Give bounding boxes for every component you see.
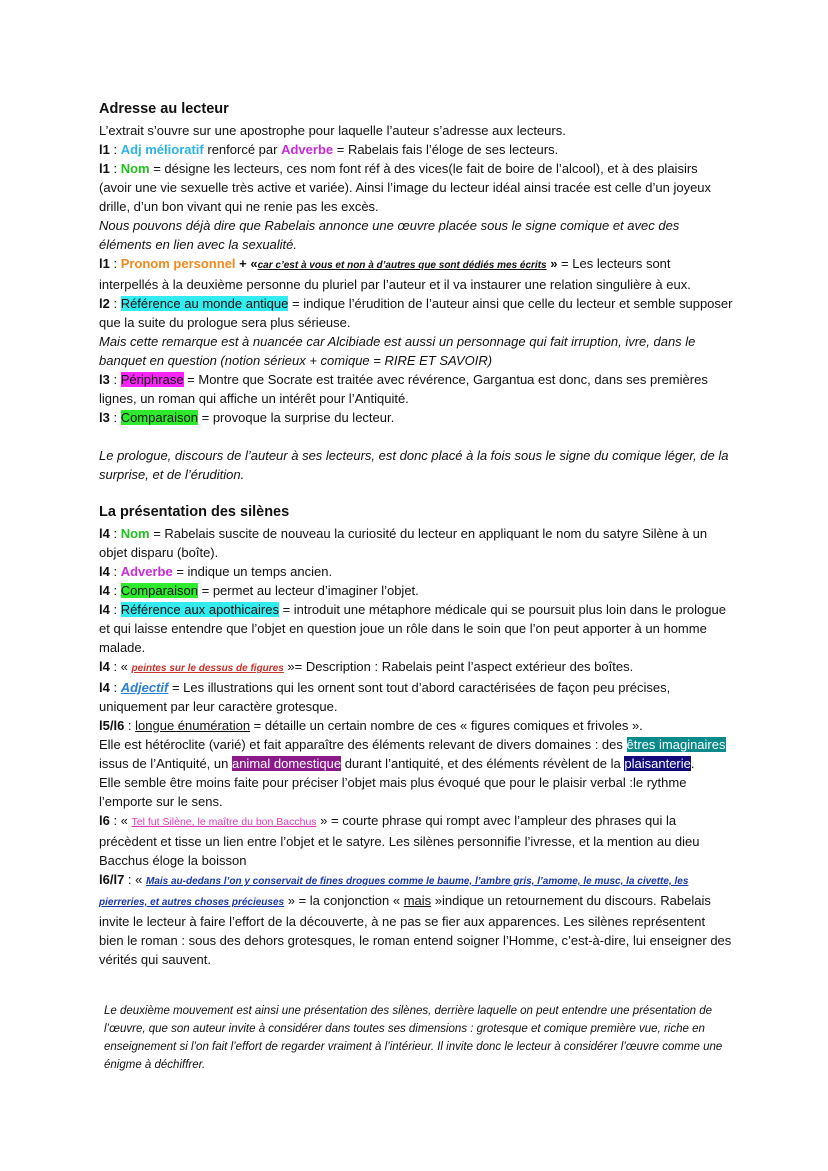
term-nom: Nom — [120, 526, 150, 541]
explanation: = détaille un certain nombre de ces « figures comiques et frivoles ». — [250, 718, 643, 733]
text: Elle est hétéroclite (varié) et fait apparaître des éléments relevant de divers domaines : des — [99, 737, 627, 752]
highlight-animal-domestique: animal domestique — [231, 756, 342, 771]
term-adjectif: Adjectif — [120, 680, 169, 695]
explanation: = Rabelais fais l’éloge de ses lecteurs. — [333, 142, 559, 157]
separator: : — [109, 296, 121, 311]
separator: : « — [124, 872, 146, 887]
explanation: = indique l’érudition de l’auteur ainsi que celle du lecteur et semble supposer que la suite du prologue sera plus sérieuse. — [99, 296, 733, 330]
explanation: » = courte phrase qui rompt avec l’ampleur des phrases qui la précèdent et tisse un lien entre l’objet et le satyre. Les silènes personnifie l’ivresse, et la mention au dieu Bacchus éloge la boisson — [99, 813, 700, 868]
line-ref: l4 — [99, 659, 110, 674]
term-mais: mais — [403, 893, 432, 908]
line-l5-l6 — [99, 716, 733, 735]
section-title-adresse: Adresse au lecteur — [99, 101, 229, 117]
term-reference-apothicaires: Référence aux apothicaires — [120, 602, 279, 617]
separator: : « — [109, 813, 132, 828]
line-l6 — [99, 811, 733, 870]
line-l4-nom — [99, 524, 733, 562]
term-enumeration: longue énumération — [135, 718, 251, 733]
line-l3-periphrase — [99, 370, 733, 408]
term-adverbe: Adverbe — [281, 142, 334, 157]
line-ref: l1 — [99, 256, 110, 271]
section-conclusion: Le prologue, discours de l’auteur à ses lecteurs, est donc placé à la fois sous le signe du comique léger, de la surprise, et de l’érudition. — [99, 448, 729, 482]
explanation: = provoque la surprise du lecteur. — [198, 410, 395, 425]
line-ref: l4 — [99, 602, 110, 617]
line-ref: l4 — [99, 526, 110, 541]
plus-quote-open: + « — [235, 256, 258, 271]
line-ref: l5/l6 — [99, 718, 125, 733]
quotation: Mais au-dedans l’on y conservait de fines drogues comme le baume, l’ambre gris, l’amome, le musc, la civette, les pierreries, et autres choses précieuses — [99, 876, 689, 908]
text: . — [690, 756, 695, 771]
text-mid: » = la conjonction « — [284, 893, 404, 908]
separator: : — [109, 564, 121, 579]
term-nom: Nom — [120, 161, 150, 176]
explanation: = désigne les lecteurs, ces nom font réf à des vices(le fait de boire de l’alcool), et à des plaisirs (avoir une vie sexuelle très active et variée). Ainsi l’image du lecteur idéal ainsi tracée est celle d’un joyeux drille, d’un bon vivant qui ne renie pas les excès. — [99, 161, 712, 214]
line-l1-adj — [99, 140, 733, 159]
explanation: »indique un retournement du discours. Rabelais invite le lecteur à faire l’effort de la découverte, à ne pas se fier aux apparences. Les silènes représentent bien le roman : sous des dehors grotesques, le roman entend soigner l’Homme, c’est-à-dire, lui enseigner des vérités qui sauvent. — [99, 893, 732, 967]
explanation: = Rabelais suscite de nouveau la curiosité du lecteur en appliquant le nom du satyre Silène à un objet disparu (boîte). — [99, 526, 708, 560]
explanation: = permet au lecteur d’imaginer l’objet. — [198, 583, 419, 598]
line-ref: l3 — [99, 372, 110, 387]
line-ref: l4 — [99, 680, 110, 695]
explanation: »= Description : Rabelais peint l’aspect extérieur des boîtes. — [283, 659, 634, 674]
separator: : — [109, 142, 121, 157]
explanation: = Les illustrations qui les ornent sont tout d’abord caractérisées de façon peu précises, uniquement par leur caractère grotesque. — [99, 680, 671, 714]
term-adj-melioratif: Adj mélioratif — [120, 142, 204, 157]
term-comparaison: Comparaison — [120, 583, 199, 598]
closing-paragraph: Le deuxième mouvement est ainsi une présentation des silènes, derrière laquelle on peut entendre une présentation de l’œuvre, que son auteur invite à considérer dans toutes ses dimensions : grotesque et comique première vue, riche en enseignement si l’on fait l’effort de regarder vraiment à l’intérieur. Il invite donc le lecteur à considérer l’œuvre comme une énigme à déchiffrer. — [104, 1005, 723, 1071]
term-comparaison: Comparaison — [120, 410, 199, 425]
line-ref: l4 — [99, 583, 110, 598]
line-ref: l1 — [99, 161, 110, 176]
paragraph-intro: L’extrait s’ouvre sur une apostrophe pour laquelle l’auteur s’adresse aux lecteurs. — [99, 123, 566, 138]
separator: : — [109, 583, 121, 598]
separator: : — [109, 372, 121, 387]
separator: : — [109, 410, 121, 425]
separator: : « — [109, 659, 132, 674]
line-l2 — [99, 294, 733, 332]
line-ref: l6/l7 — [99, 872, 125, 887]
highlight-plaisanterie: plaisanterie — [624, 756, 691, 771]
line-l4-adverbe — [99, 562, 733, 581]
line-l1-pronom — [99, 254, 733, 294]
enumeration-paragraph — [99, 735, 733, 773]
italic-remark-2: Mais cette remarque est à nuancée car Alcibiade est aussi un personnage qui fait irruption, ivre, dans le banquet en question (notion sérieux + comique = RIRE ET SAVOIR) — [99, 334, 696, 368]
quotation: peintes sur le dessus de figures — [131, 663, 284, 674]
line-l4-apothicaires — [99, 600, 733, 657]
explanation: = indique un temps ancien. — [172, 564, 333, 579]
separator: : — [124, 718, 136, 733]
line-ref: l1 — [99, 142, 110, 157]
separator: : — [109, 256, 121, 271]
spacer — [99, 484, 733, 503]
section-title-silenes: La présentation des silènes — [99, 504, 290, 520]
term-adverbe: Adverbe — [120, 564, 173, 579]
line-l3-comparaison — [99, 408, 733, 427]
separator: : — [109, 526, 121, 541]
line-ref: l3 — [99, 410, 110, 425]
explanation: = Montre que Socrate est traitée avec révérence, Gargantua est donc, dans ses premières lignes, un roman qui affiche un intérêt pour l’Antiquité. — [99, 372, 708, 406]
document-body — [99, 100, 733, 969]
quotation: Tel fut Silène, le maître du bon Bacchus — [131, 816, 317, 828]
italic-remark-1: Nous pouvons déjà dire que Rabelais annonce une œuvre placée sous le signe comique et avec des éléments en lien avec la sexualité. — [99, 218, 680, 252]
line-l4-adjectif — [99, 678, 733, 716]
text: durant l’antiquité, et des éléments révèlent de la — [341, 756, 625, 771]
highlight-etres-imaginaires: êtres imaginaires — [626, 737, 726, 752]
quotation: car c’est à vous et non à d’autres que sont dédiés mes écrits — [257, 260, 547, 271]
line-ref: l2 — [99, 296, 110, 311]
line-ref: l6 — [99, 813, 110, 828]
text: issus de l’Antiquité, un — [99, 756, 232, 771]
term-reference-antique: Référence au monde antique — [120, 296, 289, 311]
line-l6-l7 — [99, 870, 733, 969]
line-l1-nom — [99, 159, 733, 216]
paragraph-rythme: Elle semble être moins faite pour préciser l’objet mais plus évoqué que pour le plaisir verbal :le rythme l’emporte sur le sens. — [99, 775, 687, 809]
line-ref: l4 — [99, 564, 110, 579]
separator: : — [109, 602, 121, 617]
line-l4-description — [99, 657, 733, 678]
spacer — [99, 427, 733, 446]
quote-close: » — [546, 256, 558, 271]
separator: : — [109, 161, 121, 176]
text-mid: renforcé par — [203, 142, 282, 157]
separator: : — [109, 680, 121, 695]
explanation: = Les lecteurs sont interpellés à la deuxième personne du pluriel par l’auteur et il va instaurer une relation singulière à eux. — [99, 256, 691, 292]
explanation: = introduit une métaphore médicale qui se poursuit plus loin dans le prologue et qui laisse entendre que l’objet en question joue un rôle dans le soin que l’on peut apporter à un homme malade. — [99, 602, 726, 655]
line-l4-comparaison — [99, 581, 733, 600]
term-pronom-personnel: Pronom personnel — [120, 256, 236, 271]
term-periphrase: Périphrase — [120, 372, 184, 387]
